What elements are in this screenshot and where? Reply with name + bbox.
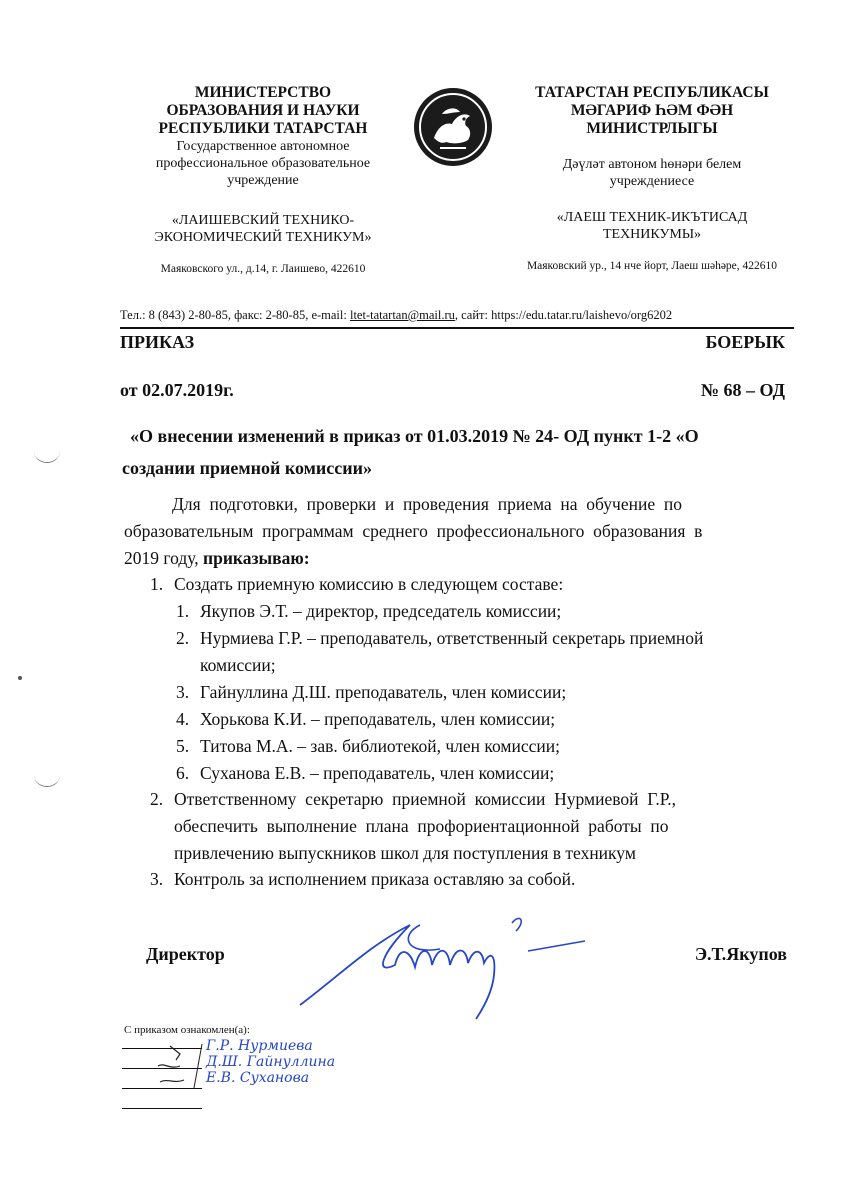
member-text: Гайнуллина Д.Ш. преподаватель, член комиссии;: [200, 682, 567, 702]
doc-date: от 02.07.2019г.: [120, 380, 234, 400]
org-name-tt-3: МИНИСТРЛЫГЫ: [586, 120, 718, 137]
member-number: 6.: [176, 763, 190, 783]
org-name-tt-1: ТАТАРСТАН РЕСПУБЛИКАСЫ: [535, 84, 769, 101]
header-right: [502, 84, 802, 275]
intro-order-word: приказываю:: [203, 548, 310, 568]
header-left: [118, 84, 408, 278]
doc-number: № 68 – ОД: [700, 380, 785, 400]
member-row: [176, 625, 703, 652]
org-name-tt-2: МӘГАРИФ ҺӘМ ФӘН: [570, 102, 734, 119]
item-1-number: 1.: [150, 574, 164, 594]
member-number: 3.: [176, 682, 190, 702]
acquaint-sig-1: Г.Р. Нурмиева: [206, 1038, 313, 1054]
header-divider: [120, 327, 794, 329]
doc-type-ru: ПРИКАЗ: [120, 332, 195, 352]
contact-phone-fax: Тел.: 8 (843) 2-80-85, факс: 2-80-85, e-mail:: [120, 308, 350, 322]
member-text: Хорькова К.И. – преподаватель, член комиссии;: [200, 709, 556, 729]
intro-line3-text: 2019 году,: [124, 548, 204, 568]
school-name-tt-1: «ЛАЕШ ТЕХНИК-ИКЪТИСАД: [556, 210, 748, 225]
org-type-tt-2: учреждениесе: [609, 174, 695, 189]
member-row: [176, 706, 555, 733]
school-name-tt-2: ТЕХНИКУМЫ»: [602, 227, 702, 242]
member-text: комиссии;: [200, 655, 276, 675]
signature-position: Директор: [146, 944, 225, 964]
doc-title-line2: создании приемной комиссии»: [122, 458, 373, 478]
member-row-continuation: [200, 652, 276, 679]
contact-line: [120, 308, 800, 323]
item-2-line3: привлечению выпускников школ для поступления в техникум: [174, 843, 636, 863]
member-text: Титова М.А. – зав. библиотекой, член комиссии;: [200, 736, 560, 756]
acquaint-initials-scribble: [150, 1040, 210, 1090]
intro-line1: Для подготовки, проверки и проведения приема на обучение по: [172, 494, 682, 514]
org-name-ru-1: МИНИСТЕРСТВО: [194, 84, 332, 101]
member-row: [176, 679, 566, 706]
address-ru: Маяковского ул., д.14, г. Лаишево, 422610: [160, 263, 366, 275]
item-3: [150, 866, 575, 893]
member-number: 5.: [176, 736, 190, 756]
item-1: [150, 571, 563, 598]
member-row: [176, 598, 561, 625]
org-type-ru-1: Государственное автономное: [176, 139, 350, 154]
scan-mark: [34, 764, 60, 787]
member-text: Якупов Э.Т. – директор, председатель комиссии;: [200, 601, 562, 621]
member-number: 2.: [176, 628, 190, 648]
org-type-ru-3: учреждение: [227, 173, 299, 188]
scan-mark: [34, 440, 60, 463]
director-signature: [280, 905, 600, 1025]
item-3-text: Контроль за исполнением приказа оставляю за собой.: [174, 869, 576, 889]
item-1-text: Создать приемную комиссию в следующем составе:: [174, 574, 564, 594]
acquaint-sig-2: Д.Ш. Гайнуллина: [206, 1054, 336, 1070]
acquaint-underline: [122, 1108, 202, 1109]
school-name-ru-1: «ЛАИШЕВСКИЙ ТЕХНИКО-: [171, 213, 355, 228]
item-2-number: 2.: [150, 789, 164, 809]
acquaint-signatures: [206, 1038, 335, 1086]
intro-line2: образовательным программам среднего профессионального образования в: [124, 521, 703, 541]
signature-name: Э.Т.Якупов: [694, 944, 787, 964]
item-2-line2: обеспечить выполнение плана профориентационной работы по: [174, 816, 669, 836]
doc-type-tt: БОЕРЫК: [705, 332, 785, 352]
org-type-ru-2: профессиональное образовательное: [155, 156, 371, 171]
member-row: [176, 760, 554, 787]
org-name-ru-3: РЕСПУБЛИКИ ТАТАРСТАН: [158, 120, 368, 137]
contact-email-link[interactable]: ltet-tatartan@mail.ru: [349, 308, 455, 322]
member-text: Нурмиева Г.Р. – преподаватель, ответственный секретарь приемной: [200, 628, 704, 648]
item-3-number: 3.: [150, 869, 164, 889]
coat-of-arms-icon: [412, 86, 494, 168]
intro-line3: [124, 545, 310, 572]
item-2-line1: Ответственному секретарю приемной комиссии Нурмиевой Г.Р.,: [174, 789, 677, 809]
member-number: 1.: [176, 601, 190, 621]
org-name-ru-2: ОБРАЗОВАНИЯ И НАУКИ: [166, 102, 360, 119]
doc-title-line1: «О внесении изменений в приказ от 01.03.2019 № 24- ОД пункт 1-2 «О: [130, 426, 699, 446]
member-row: [176, 733, 560, 760]
acquaint-label: С приказом ознакомлен(а):: [124, 1024, 250, 1036]
scan-dot: [18, 676, 22, 680]
member-number: 4.: [176, 709, 190, 729]
acquaint-sig-3: Е.В. Суханова: [206, 1070, 310, 1086]
school-name-ru-2: ЭКОНОМИЧЕСКИЙ ТЕХНИКУМ»: [154, 230, 372, 245]
org-type-tt-1: Дәүләт автоном һөнәри белем: [562, 157, 742, 172]
member-text: Суханова Е.В. – преподаватель, член комиссии;: [200, 763, 555, 783]
contact-site: , сайт: https://edu.tatar.ru/laishevo/org6202: [454, 308, 673, 322]
address-tt: Маяковский ур., 14 нче йорт, Лаеш шәһәре, 422610: [526, 260, 778, 272]
